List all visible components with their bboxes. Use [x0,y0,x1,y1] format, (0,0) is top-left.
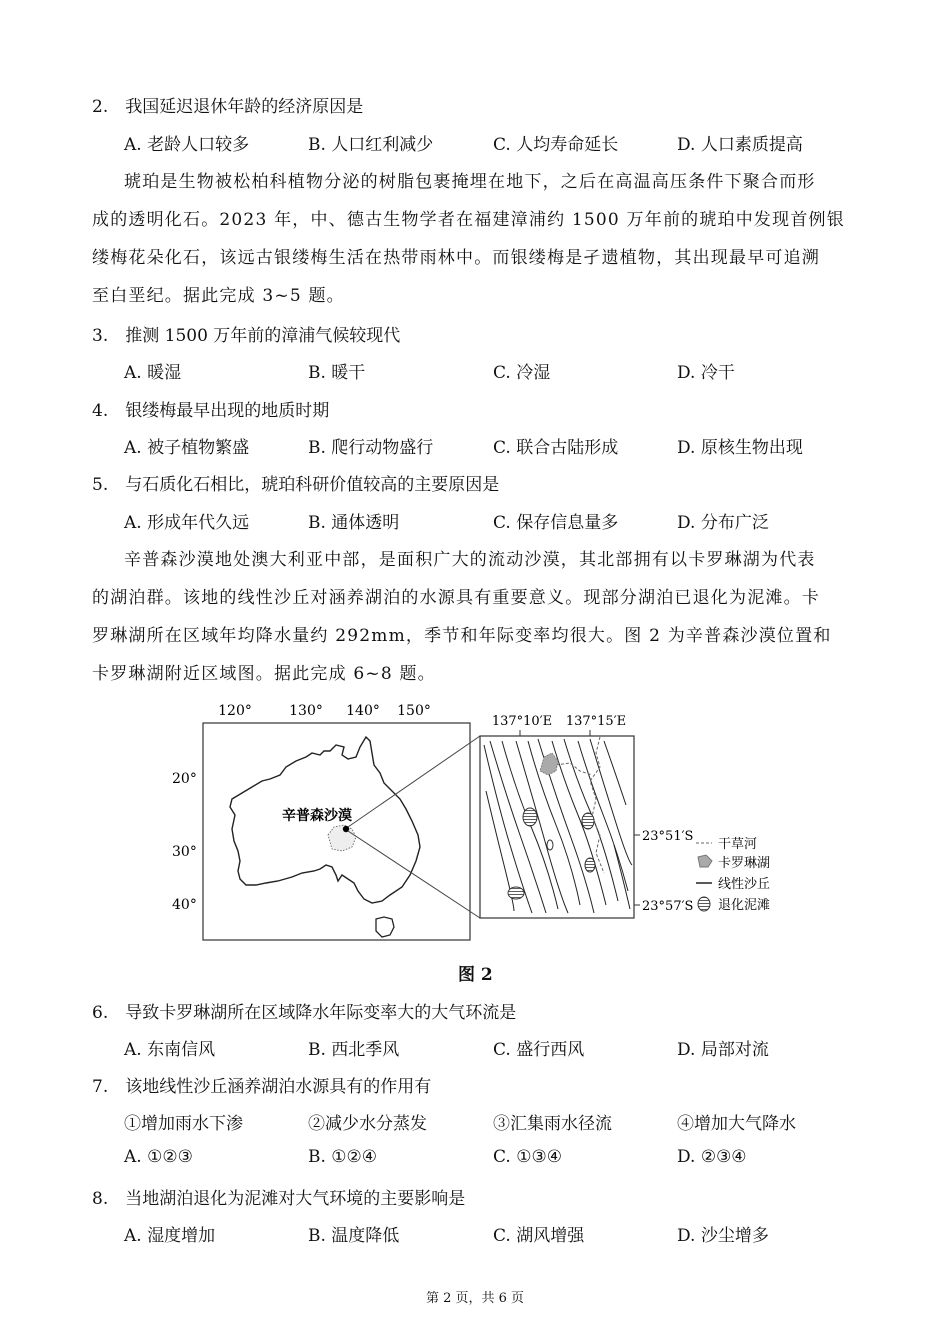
passage-desert-line-3: 罗琳湖所在区域年均降水量约 292mm，季节和年际变率均很大。图 2 为辛普森沙漠位置和 [92,626,832,646]
inset-lat-label-2: 23°57′S [642,899,694,914]
legend-lake-symbol [698,855,712,867]
legend-lake: 卡罗琳湖 [718,856,771,871]
legend-mudflat-symbol [698,897,710,911]
q5-option-a: A. 形成年代久远 [124,513,250,533]
q5-option-c: C. 保存信息量多 [493,513,619,533]
q8-stem: 8. 当地湖泊退化为泥滩对大气环境的主要影响是 [92,1189,466,1209]
lat-label-40: 40° [172,897,197,913]
q7-option-a: A. ①②③ [124,1147,193,1167]
passage-amber-line-1: 琥珀是生物被松柏科植物分泌的树脂包裹掩埋在地下，之后在高温高压条件下聚合而形 [124,172,816,192]
q3-option-d: D. 冷干 [677,363,735,383]
q3-option-c: C. 冷湿 [493,363,551,383]
legend-mudflat: 退化泥滩 [718,898,771,913]
q2-option-b: B. 人口红利减少 [308,135,434,155]
passage-amber-line-3: 缕梅花朵化石，该远古银缕梅生活在热带雨林中。而银缕梅是孑遗植物，其出现最早可追溯 [92,248,820,268]
lon-label-120: 120° [218,703,252,719]
legend-dune: 线性沙丘 [718,877,771,892]
q6-option-c: C. 盛行西风 [493,1040,585,1060]
q4-option-c: C. 联合古陆形成 [493,438,619,458]
q5-option-b: B. 通体透明 [308,513,400,533]
q7-stem: 7. 该地线性沙丘涵养湖泊水源具有的作用有 [92,1077,432,1097]
passage-amber-line-2: 成的透明化石。2023 年，中、德古生物学者在福建漳浦约 1500 万年前的琥珀中发现首例银 [92,210,845,230]
q2-option-c: C. 人均寿命延长 [493,135,619,155]
q4-option-a: A. 被子植物繁盛 [124,438,250,458]
connector-bottom [348,831,480,918]
passage-amber-line-4: 至白垩纪。据此完成 3~5 题。 [92,286,345,306]
lon-label-130: 130° [289,703,323,719]
q2-stem: 2. 我国延迟退休年龄的经济原因是 [92,97,364,117]
q2-option-a: A. 老龄人口较多 [124,135,250,155]
q5-option-d: D. 分布广泛 [677,513,769,533]
passage-desert-line-1: 辛普森沙漠地处澳大利亚中部，是面积广大的流动沙漠，其北部拥有以卡罗琳湖为代表 [124,550,816,570]
mud-flat-2 [582,813,594,829]
q7-option-c: C. ①③④ [493,1147,562,1167]
lon-label-150: 150° [397,703,431,719]
lat-label-20: 20° [172,771,197,787]
mud-flat-1 [523,808,537,826]
q6-option-d: D. 局部对流 [677,1040,769,1060]
page-footer: 第 2 页，共 6 页 [425,1291,525,1306]
figure-2-map [160,695,800,955]
lon-label-140: 140° [346,703,380,719]
q8-option-b: B. 温度降低 [308,1226,400,1246]
passage-desert-line-2: 的湖泊群。该地的线性沙丘对涵养湖泊的水源具有重要意义。现部分湖泊已退化为泥滩。卡 [92,588,820,608]
q6-option-b: B. 西北季风 [308,1040,400,1060]
q6-option-a: A. 东南信风 [124,1040,216,1060]
figure-caption: 图 2 [458,965,493,985]
q4-stem: 4. 银缕梅最早出现的地质时期 [92,401,330,421]
q7-option-b: B. ①②④ [308,1147,378,1167]
q8-option-c: C. 湖风增强 [493,1226,585,1246]
tasmania-outline [376,917,394,937]
lat-label-30: 30° [172,844,197,860]
inset-lon-label-2: 137°15′E [565,714,627,729]
q8-option-d: D. 沙尘增多 [677,1226,769,1246]
connector-top [348,736,480,827]
q3-option-a: A. 暖湿 [124,363,182,383]
simpson-desert-area [328,825,356,851]
inset-lat-label-1: 23°51′S [642,829,694,844]
q6-stem: 6. 导致卡罗琳湖所在区域降水年际变率大的大气环流是 [92,1003,517,1023]
q7-item-1: ①增加雨水下渗 [124,1114,243,1134]
legend-dry-river: 干草河 [718,837,758,852]
q4-option-d: D. 原核生物出现 [677,438,803,458]
mud-flat-3 [585,858,595,872]
q7-item-4: ④增加大气降水 [677,1114,796,1134]
desert-label: 辛普森沙漠 [282,808,352,824]
q7-item-2: ②减少水分蒸发 [308,1114,427,1134]
inset-lon-label-1: 137°10′E [491,714,553,729]
mud-flat-4 [508,887,524,899]
q7-option-d: D. ②③④ [677,1147,747,1167]
q2-option-d: D. 人口素质提高 [677,135,803,155]
q3-option-b: B. 暖干 [308,363,366,383]
q7-item-3: ③汇集雨水径流 [493,1114,612,1134]
q4-option-b: B. 爬行动物盛行 [308,438,434,458]
q8-option-a: A. 湿度增加 [124,1226,216,1246]
q5-stem: 5. 与石质化石相比，琥珀科研价值较高的主要原因是 [92,475,500,495]
q3-stem: 3. 推测 1500 万年前的漳浦气候较现代 [92,326,401,346]
passage-desert-line-4: 卡罗琳湖附近区域图。据此完成 6~8 题。 [92,664,436,684]
